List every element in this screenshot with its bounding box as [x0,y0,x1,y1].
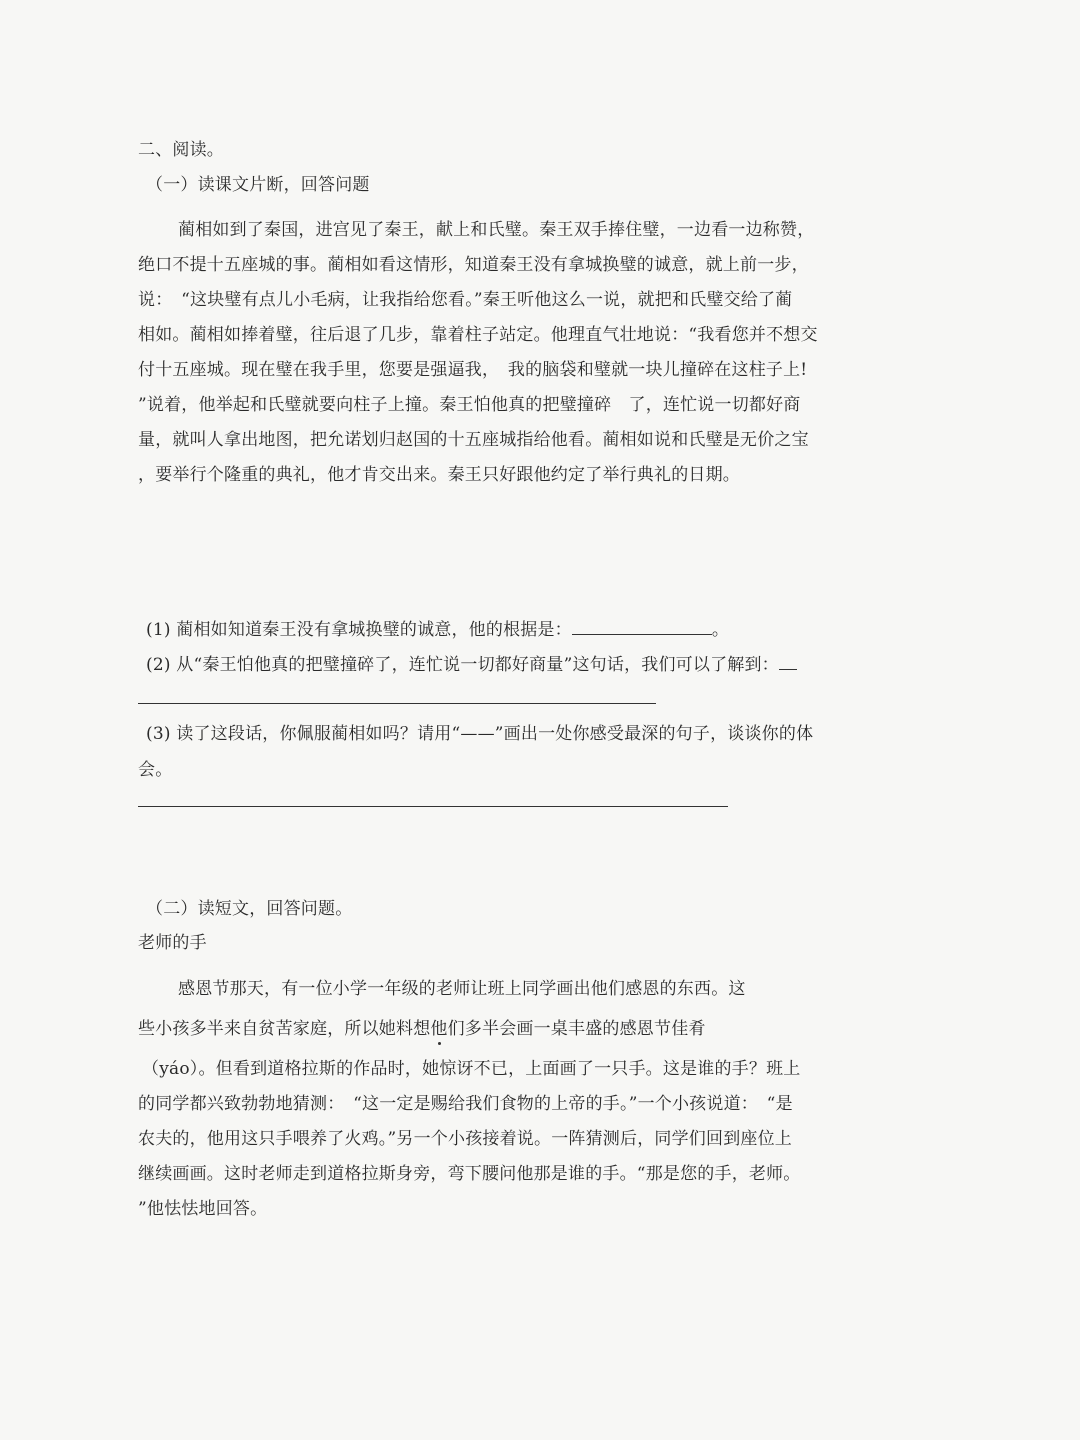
section-title: 二、阅读。 [138,140,224,160]
part1-passage-line-1: 蔺相如到了秦国，进宫见了秦王，献上和氏璧。秦王双手捧住璧，一边看一边称赞， [178,220,815,240]
part1-passage-line-3: 说： “这块璧有点儿小毛病，让我指给您看。”秦王听他这么一说，就把和氏璧交给了蔺 [138,290,793,310]
part2-passage-line-6: 继续画画。这时老师走到道格拉斯身旁，弯下腰问他那是谁的手。“那是您的手，老师。 [138,1164,801,1184]
question-1-text: (1) 蔺相如知道秦王没有拿城换璧的诚意，他的根据是： [146,620,572,640]
part2-passage-line-2-end: 们多半会画一桌丰盛的感恩节佳肴 [447,1019,706,1039]
question-2-answer-line[interactable] [138,703,656,704]
part1-title: （一）读课文片断，回答问题 [146,175,370,195]
part1-passage-line-2: 绝口不提十五座城的事。蔺相如看这情形，知道秦王没有拿城换璧的诚意，就上前一步， [138,255,809,275]
story-title: 老师的手 [138,933,207,953]
part2-passage-line-4: 的同学都兴致勃勃地猜测： “这一定是赐给我们食物的上帝的手。”一个小孩说道： “是 [138,1094,793,1114]
part1-passage-line-5: 付十五座城。现在璧在我手里，您要是强逼我， 我的脑袋和璧就一块儿撞碎在这柱子上! [138,360,808,380]
question-3: (3) 读了这段话，你佩服蔺相如吗？请用“——”画出一处你感受最深的句子，谈谈你的体 [146,724,814,744]
part2-passage-line-7: ”他怯怯地回答。 [138,1199,268,1219]
part2-passage-line-3: （yáo）。但看到道格拉斯的作品时，她惊讶不已，上面画了一只手。这是谁的手？班上 [142,1059,801,1079]
emphasis-dot-char: 他 [430,1019,448,1039]
part1-passage-line-8: ，要举行个隆重的典礼，他才肯交出来。秦王只好跟他约定了举行典礼的日期。 [138,465,740,485]
part2-passage-line-2 [138,1017,706,1041]
question-1-answer-blank[interactable] [572,620,712,635]
question-3-continued: 会。 [138,760,173,780]
part2-passage-line-5: 农夫的，他用这只手喂养了火鸡。”另一个小孩接着说。一阵猜测后，同学们回到座位上 [138,1129,792,1149]
part1-passage-line-4: 相如。蔺相如捧着璧，往后退了几步，靠着柱子站定。他理直气壮地说：“我看您并不想交 [138,325,818,345]
question-2-text: (2) 从“秦王怕他真的把璧撞碎了，连忙说一切都好商量”这句话，我们可以了解到： [146,655,779,675]
part1-passage-line-7: 量，就叫人拿出地图，把允诺划归赵国的十五座城指给他看。蔺相如说和氏璧是无价之宝 [138,430,809,450]
question-2 [146,653,797,677]
question-1 [146,618,729,642]
question-3-answer-line[interactable] [138,806,728,807]
part2-passage-line-2-start: 些小孩多半来自贫苦家庭，所以她料想 [138,1019,431,1039]
question-1-suffix: 。 [711,620,730,640]
question-2-answer-blank-start[interactable] [779,655,797,670]
part2-title: （二）读短文，回答问题。 [146,899,353,919]
part2-passage-line-1: 感恩节那天，有一位小学一年级的老师让班上同学画出他们感恩的东西。这 [178,979,746,999]
part1-passage-line-6: ”说着，他举起和氏璧就要向柱子上撞。秦王怕他真的把璧撞碎 了，连忙说一切都好商 [138,395,801,415]
